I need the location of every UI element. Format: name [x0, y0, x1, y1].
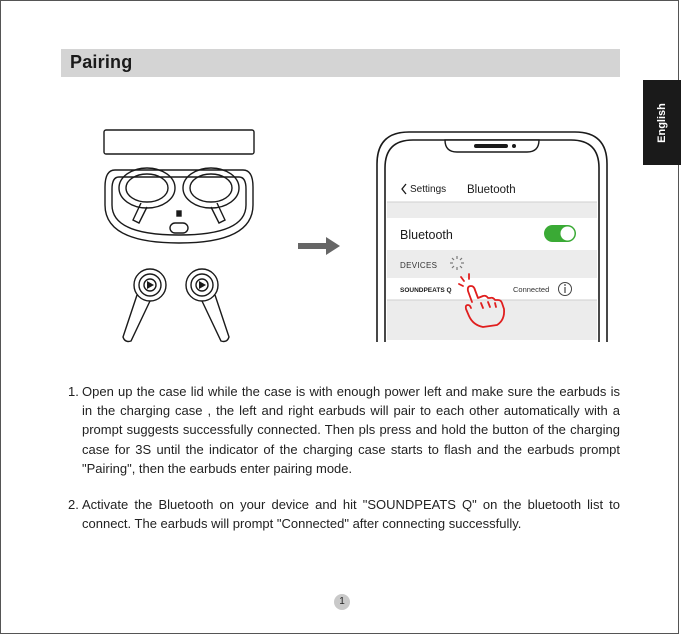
case-body [105, 170, 253, 243]
language-tab [643, 80, 681, 165]
back-chevron-icon[interactable] [402, 184, 406, 194]
case-button [170, 223, 188, 233]
section-title: Pairing [70, 52, 133, 72]
page-number: 1 [334, 594, 350, 610]
speaker-icon [474, 144, 508, 148]
phone-illustration [373, 128, 611, 343]
bluetooth-toggle[interactable] [544, 225, 576, 242]
nav-title: Bluetooth [467, 184, 516, 196]
instruction-step-2 [68, 495, 620, 533]
bluetooth-row-label: Bluetooth [400, 228, 453, 242]
camera-icon [512, 144, 516, 148]
section-title-bar [61, 49, 620, 77]
step-text: Open up the case lid while the case is with enough power left and make sure the earbuds is in the charging case , the left and right earbuds will pair to each other automatically with a prompt suggests successfully connected. Then pls press and hold the button of the charging case for 3S until the indicator of the charging case starts to flash and the earbuds prompt "Pairing", then the earbuds enter pairing mode. [82, 384, 620, 476]
arrow-right-icon [298, 235, 342, 257]
step-text: Activate the Bluetooth on your device and hit "SOUNDPEATS Q" on the bluetooth list to connect. The earbuds will prompt "Connected" after connecting successfully. [82, 497, 620, 532]
device-name: SOUNDPEATS Q [400, 287, 452, 294]
charging-case-illustration [95, 125, 265, 347]
step-number: 1. [68, 384, 79, 399]
back-button-label[interactable]: Settings [410, 184, 447, 195]
instruction-step-1 [68, 382, 620, 478]
case-lid [104, 130, 254, 154]
devices-header: DEVICES [400, 261, 438, 270]
instructions [68, 382, 620, 550]
device-status: Connected [513, 285, 550, 294]
step-number: 2. [68, 497, 79, 513]
language-tab-label: English [656, 102, 668, 143]
